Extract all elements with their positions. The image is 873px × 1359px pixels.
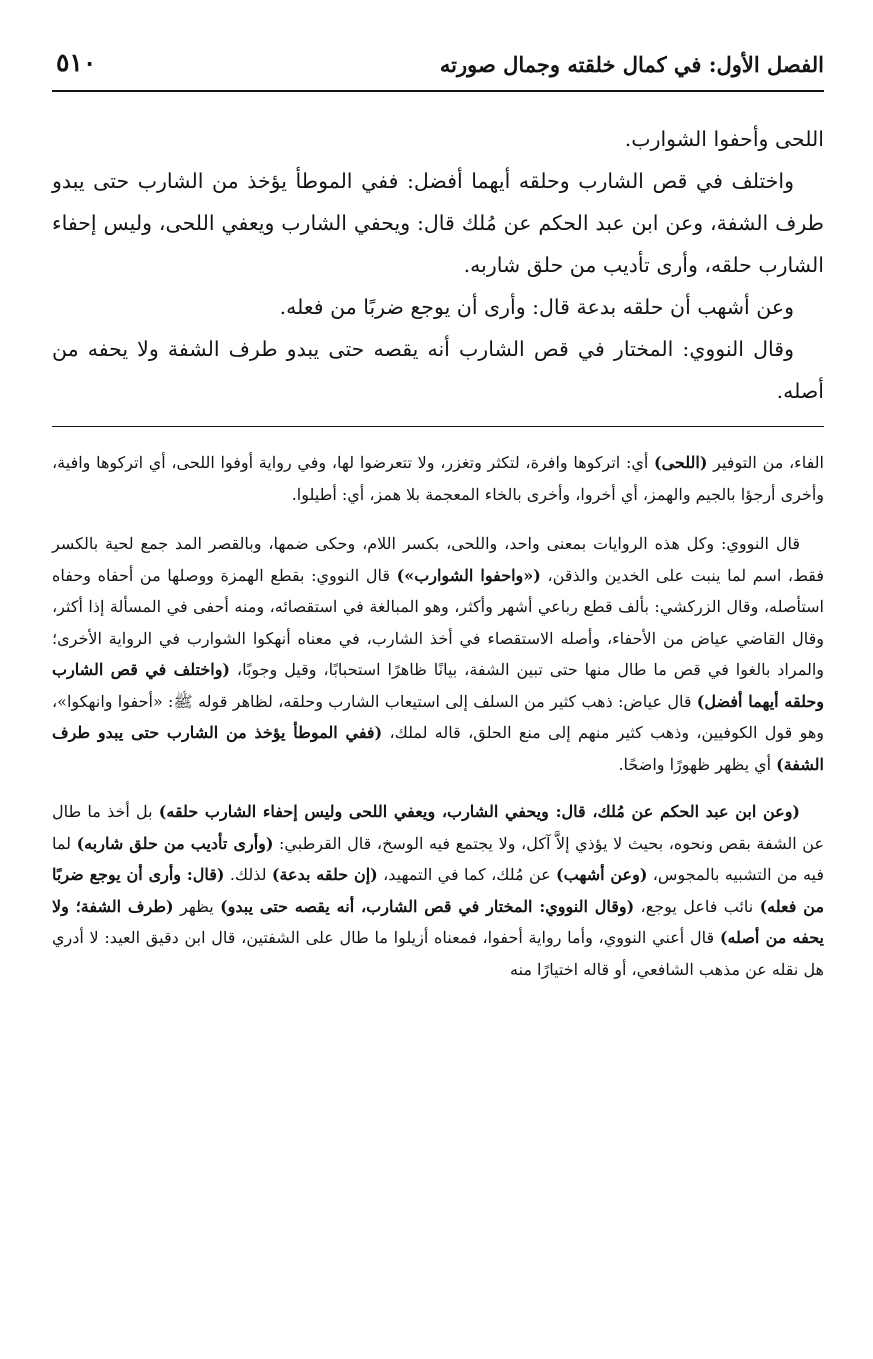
note-text: قال النووي: وكل هذه الروايات بمعنى واحد، واللحى، بكسر اللام، وحكى ضمها، وبالقصر المد جمع لحية بالكسر فقط، اسم لما ينبت على الخدين والذقن، [52,534,825,585]
note-text: أي: اتركوها وافرة، لتكثر وتغزر، ولا تتعرضوا لها، وفي رواية أوفوا اللحى، أي اتركوها وافية، وأخرى أرجؤا بالجيم والهمز، أي أخروا، وأخرى بالخاء المعجمة بلا همز، أي: أطيلوا. [52,453,824,504]
quoted-phrase: («واحفوا الشوارب») [396,565,541,585]
quoted-phrase: (قال: وأرى أن يوجع ضربًا من فعله) [52,865,825,916]
quoted-phrase: (طرف الشفة؛ ولا يحفه من أصله) [52,896,824,947]
quoted-phrase: (إن حلقه بدعة) [271,865,378,884]
note-text: نائب فاعل يوجع، [634,896,760,916]
note-text: لذلك. [224,865,272,884]
main-text [52,118,824,412]
note-text: بل أخذ ما طال عن الشفة بقص ونحوه، بحيث لا يؤذي إلاَّ آكل، ولا يجتمع فيه الوسخ، قال القرطبي: [52,802,825,853]
commentary-paragraph [52,796,824,985]
note-text: يظهر [173,896,221,916]
quoted-phrase: (ففي الموطأ يؤخذ من الشارب حتى يبدو طرف الشفة) [52,723,824,774]
footnote-separator [52,426,824,427]
main-paragraph: اللحى وأحفوا الشوارب. [624,127,824,151]
book-page [52,42,824,1332]
quoted-phrase: (وأرى تأديب من حلق شاربه) [76,833,274,853]
note-text: أي يظهر ظهورًا واضحًا. [618,754,777,774]
note-text: عن مُلك، كما في التمهيد، [377,865,557,884]
note-text: لما فيه من التشبيه بالمجوس، [52,833,825,884]
quoted-phrase: (وعن ابن عبد الحكم عن مُلك، قال: ويحفي الشارب، ويعفي اللحى وليس إحفاء الشارب حلقه) [158,802,801,821]
note-text: الفاء، من التوفير [707,453,824,472]
quoted-phrase: (وقال النووي: المختار في قص الشارب، أنه يقصه حتى يبدو) [220,896,635,916]
main-paragraph: واختلف في قص الشارب وحلقه أيهما أفضل: ففي الموطأ يؤخذ من الشارب حتى يبدو طرف الشفة، وعن ابن عبد الحكم عن مُلك قال: ويحفي الشارب ويعفي اللحى، وليس إحفاء الشارب حلقه، وأرى تأديب من حلق شاربه. [52,169,824,277]
quoted-phrase: (واختلف في قص الشارب وحلقه أيهما أفضل) [52,660,825,711]
main-paragraph: وقال النووي: المختار في قص الشارب أنه يقصه حتى يبدو طرف الشفة ولا يحفه من أصله. [52,337,824,403]
commentary-paragraph [52,447,824,510]
quoted-phrase: (وعن أشهب) [556,865,648,884]
commentary-paragraph [52,528,824,780]
commentary [52,447,824,985]
page-number: ٥١٠ [56,48,97,77]
main-paragraph: وعن أشهب أن حلقه بدعة قال: وأرى أن يوجع ضربًا من فعله. [279,295,794,319]
chapter-title: الفصل الأول: في كمال خلقته وجمال صورته [439,52,824,77]
header-rule [52,90,824,92]
note-text: قال عياض: ذهب كثير من السلف إلى استيعاب الشارب وحلقه، لظاهر قوله ﷺ: «أحفوا وانهكوا»، وهو قول الكوفيين، وذهب كثير منهم إلى منع الحلق، قاله لملك، [52,691,824,742]
quoted-phrase: (اللحى) [654,453,708,472]
page-header [52,42,824,90]
note-text: قال أعني النووي، وأما رواية أحفوا، فمعناه أزيلوا ما طال على الشفتين، قال ابن دقيق العيد: لا أدري هل نقله عن مذهب الشافعي، أو قاله اختيارًا منه [52,928,824,979]
note-text: قال النووي: بقطع الهمزة ووصلها من أحفاه وحفاه استأصله، وقال الزركشي: بألف قطع رباعي أشهر وأكثر، وهو المبالغة في استقصائه، ومنه أحفى في المسألة إذا أكثر، وقال القاضي عياض من الأحفاء، وأصله الاستقصاء في أخذ الشارب، في معناه أنهكوا الشوارب في الرواية الأخرى؛ والمراد بالغوا في قص ما طال منها حتى تبين الشفة، بيانًا ظاهرًا استحبابًا، وقيل وجوبًا، [52,565,824,679]
